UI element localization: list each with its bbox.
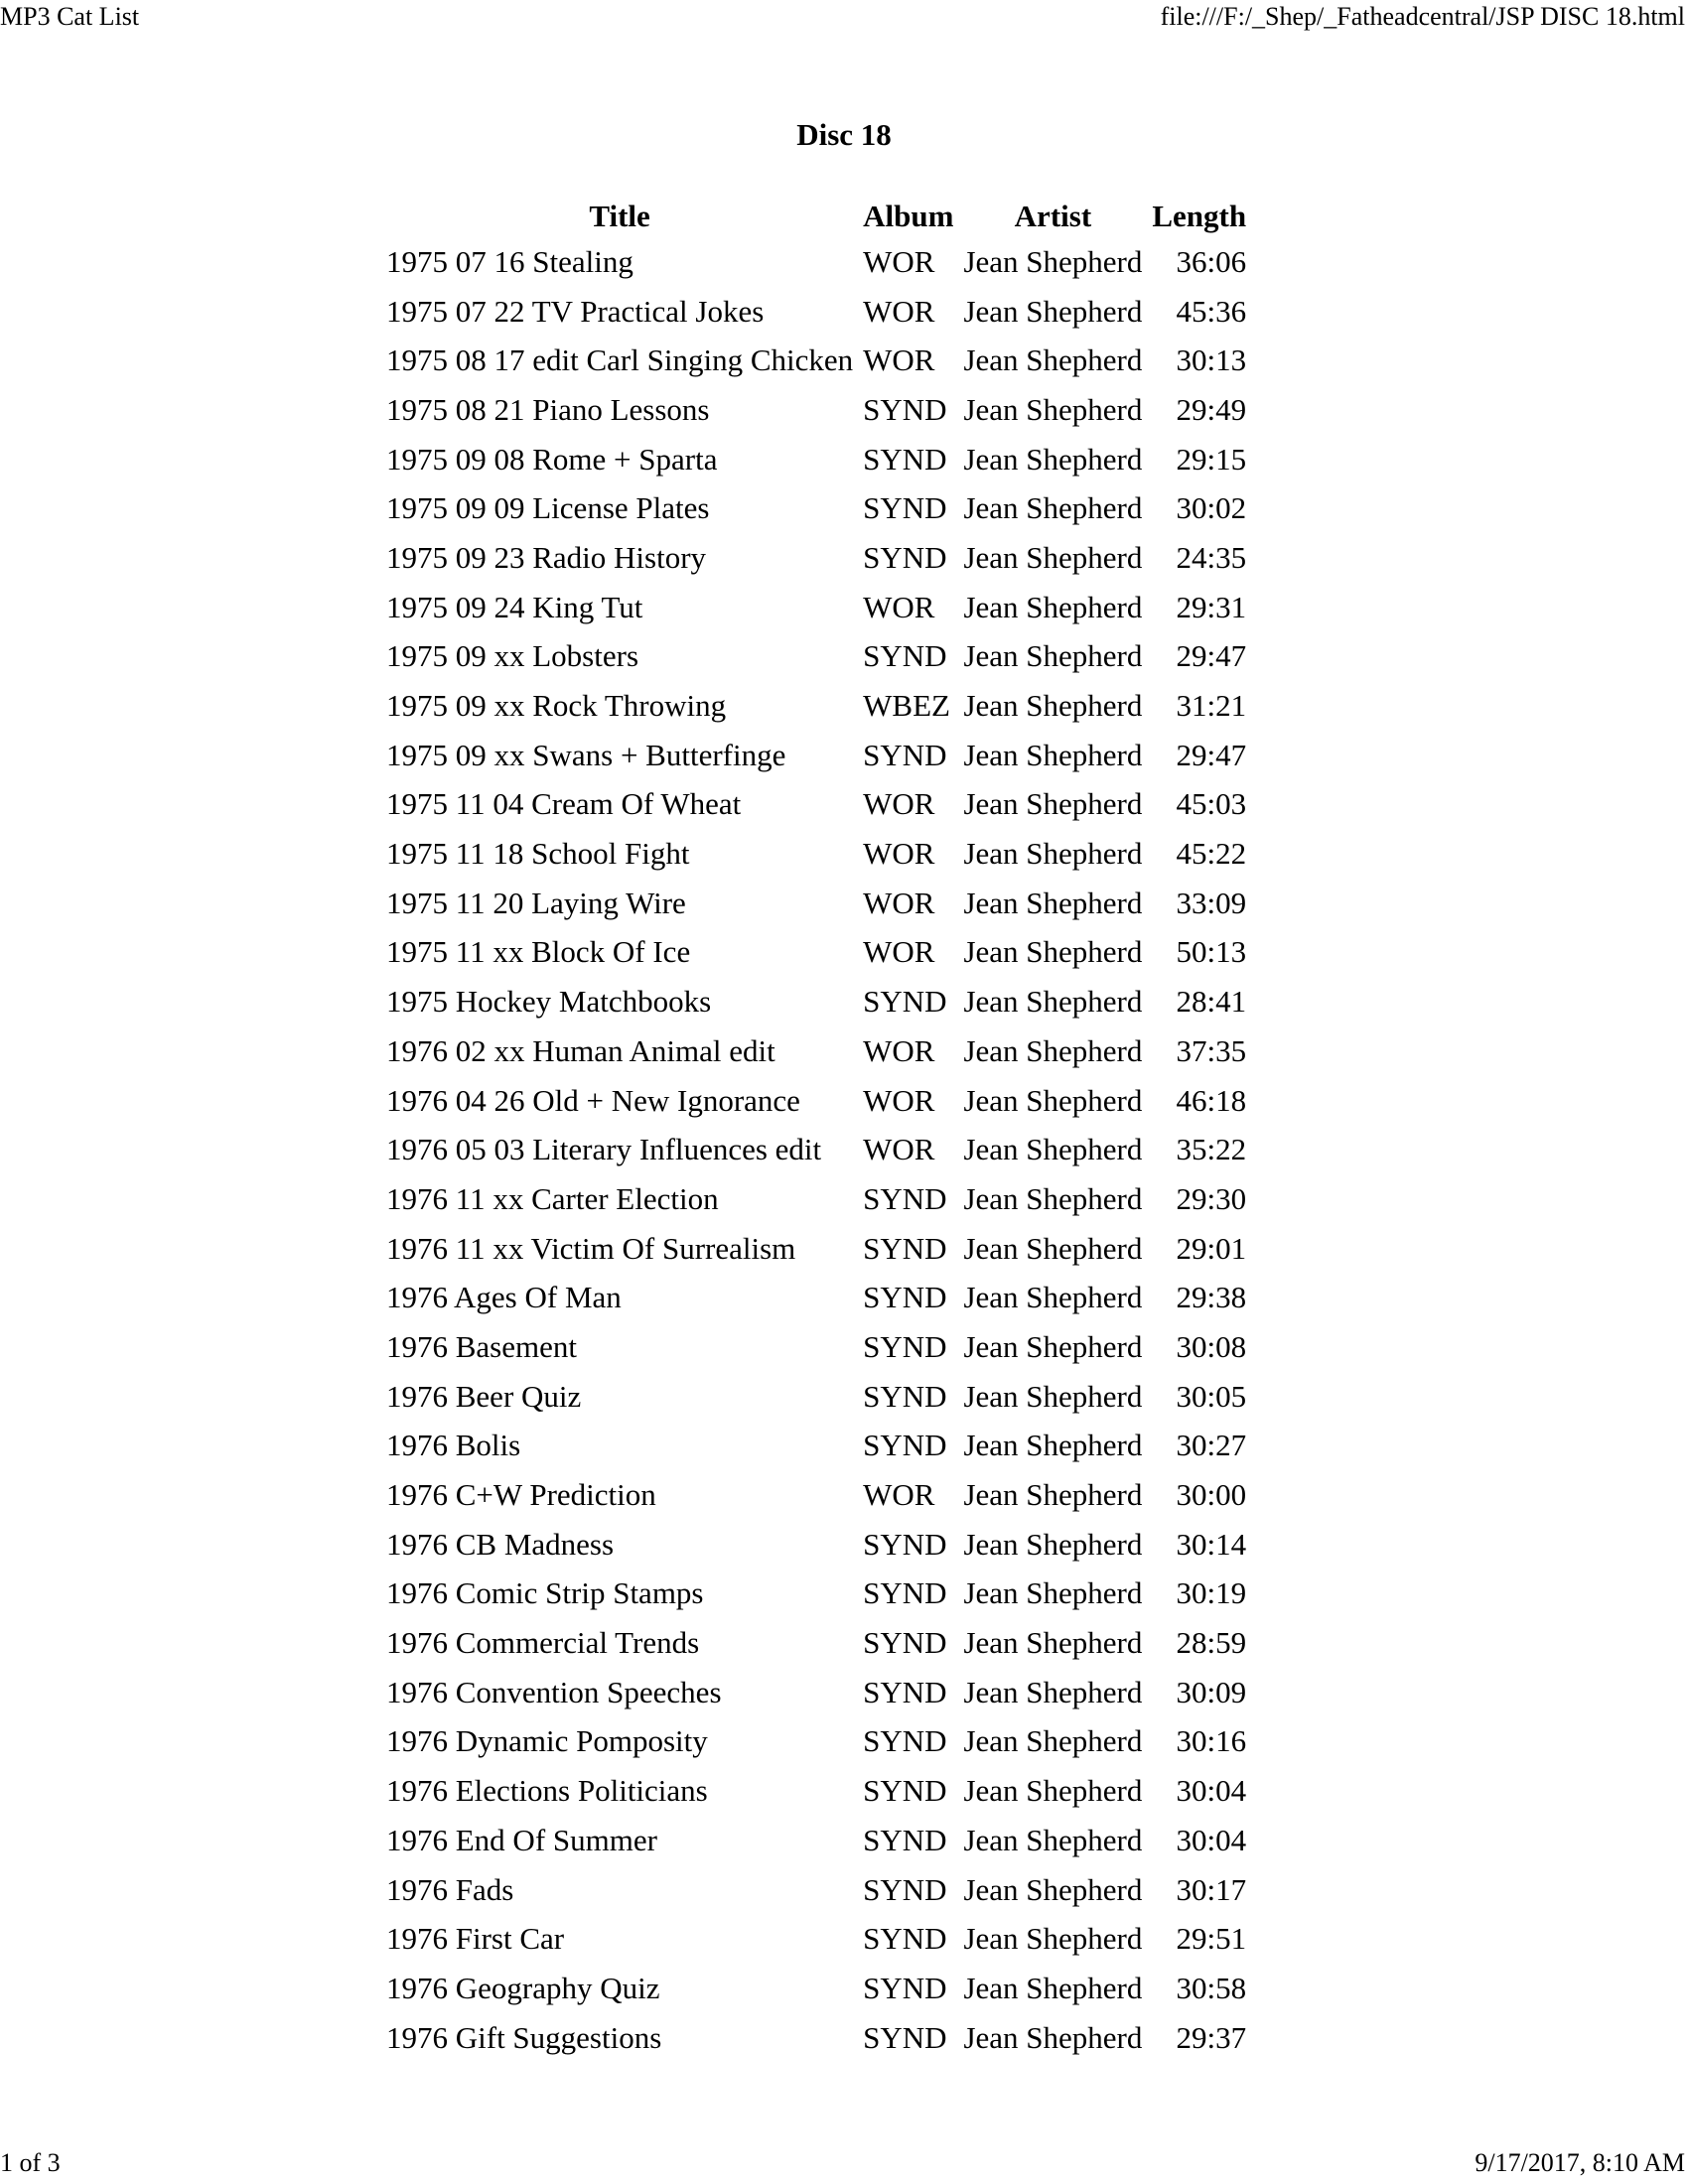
cell-artist: Jean Shepherd xyxy=(963,243,1143,279)
cell-length: 30:58 xyxy=(1176,1970,1247,2005)
table-row xyxy=(381,483,1251,533)
cell-title: 1976 Convention Speeches xyxy=(386,1674,722,1709)
cell-album: SYND xyxy=(863,1822,947,1857)
cell-title: 1975 07 22 TV Practical Jokes xyxy=(386,293,765,329)
table-row xyxy=(381,1668,1251,1717)
cell-artist: Jean Shepherd xyxy=(963,1280,1143,1315)
table-row xyxy=(381,1026,1251,1076)
cell-album: SYND xyxy=(863,984,947,1020)
cell-title: 1975 09 xx Rock Throwing xyxy=(386,688,727,724)
cell-length: 28:41 xyxy=(1176,984,1247,1020)
cell-artist: Jean Shepherd xyxy=(963,1477,1143,1513)
cell-album: WOR xyxy=(863,1032,935,1068)
cell-title: 1976 Ages Of Man xyxy=(386,1280,622,1315)
cell-album: SYND xyxy=(863,1378,947,1414)
cell-album: SYND xyxy=(863,1328,947,1364)
cell-album: WOR xyxy=(863,934,935,970)
table-row xyxy=(381,1372,1251,1422)
cell-length: 29:37 xyxy=(1176,2019,1247,2055)
cell-album: WOR xyxy=(863,589,935,624)
cell-title: 1976 Comic Strip Stamps xyxy=(386,1575,704,1611)
cell-title: 1975 09 xx Swans + Butterfinge xyxy=(386,737,786,772)
cell-title: 1975 09 xx Lobsters xyxy=(386,638,639,674)
cell-artist: Jean Shepherd xyxy=(963,1822,1143,1857)
cell-album: SYND xyxy=(863,1871,947,1907)
cell-artist: Jean Shepherd xyxy=(963,1575,1143,1611)
print-header-url: file:///F:/_Shep/_Fatheadcentral/JSP DISC 18.html xyxy=(1160,2,1685,31)
cell-artist: Jean Shepherd xyxy=(963,441,1143,477)
table-row xyxy=(381,1865,1251,1915)
cell-title: 1975 11 04 Cream Of Wheat xyxy=(386,786,742,822)
track-table-body xyxy=(381,237,1251,2062)
table-row xyxy=(381,385,1251,435)
cell-album: SYND xyxy=(863,1575,947,1611)
cell-title: 1975 08 17 edit Carl Singing Chicken xyxy=(386,342,854,378)
cell-length: 28:59 xyxy=(1176,1625,1247,1661)
cell-album: WOR xyxy=(863,786,935,822)
column-header-artist: Artist xyxy=(1014,198,1092,233)
cell-album: WOR xyxy=(863,1477,935,1513)
cell-title: 1976 Dynamic Pomposity xyxy=(386,1723,708,1759)
table-row xyxy=(381,1125,1251,1174)
table-row xyxy=(381,681,1251,731)
table-row xyxy=(381,435,1251,484)
cell-album: SYND xyxy=(863,1428,947,1463)
table-row xyxy=(381,1618,1251,1668)
cell-artist: Jean Shepherd xyxy=(963,737,1143,772)
cell-length: 29:51 xyxy=(1176,1921,1247,1957)
table-row xyxy=(381,2013,1251,2063)
cell-album: SYND xyxy=(863,1230,947,1266)
cell-artist: Jean Shepherd xyxy=(963,342,1143,378)
cell-album: WOR xyxy=(863,243,935,279)
cell-length: 30:08 xyxy=(1176,1328,1247,1364)
cell-length: 35:22 xyxy=(1176,1132,1247,1167)
cell-title: 1976 End Of Summer xyxy=(386,1822,657,1857)
cell-length: 30:02 xyxy=(1176,490,1247,526)
cell-album: WOR xyxy=(863,885,935,920)
table-row xyxy=(381,583,1251,632)
cell-album: SYND xyxy=(863,1625,947,1661)
table-row xyxy=(381,1224,1251,1274)
cell-length: 37:35 xyxy=(1176,1032,1247,1068)
cell-artist: Jean Shepherd xyxy=(963,1625,1143,1661)
column-header-album: Album xyxy=(863,198,954,233)
table-row xyxy=(381,1914,1251,1964)
table-row xyxy=(381,287,1251,337)
table-row xyxy=(381,879,1251,928)
cell-title: 1976 C+W Prediction xyxy=(386,1477,656,1513)
cell-album: WBEZ xyxy=(863,688,950,724)
cell-artist: Jean Shepherd xyxy=(963,836,1143,872)
cell-artist: Jean Shepherd xyxy=(963,1230,1143,1266)
table-row xyxy=(381,731,1251,780)
cell-album: SYND xyxy=(863,441,947,477)
cell-length: 45:22 xyxy=(1176,836,1247,872)
cell-title: 1976 Fads xyxy=(386,1871,514,1907)
cell-album: SYND xyxy=(863,1180,947,1216)
cell-album: SYND xyxy=(863,1921,947,1957)
cell-title: 1976 Basement xyxy=(386,1328,577,1364)
cell-artist: Jean Shepherd xyxy=(963,1132,1143,1167)
table-row xyxy=(381,780,1251,830)
table-row xyxy=(381,1964,1251,2013)
cell-album: WOR xyxy=(863,342,935,378)
cell-length: 29:49 xyxy=(1176,391,1247,427)
cell-length: 50:13 xyxy=(1176,934,1247,970)
cell-album: SYND xyxy=(863,1674,947,1709)
cell-length: 29:15 xyxy=(1176,441,1247,477)
cell-length: 45:03 xyxy=(1176,786,1247,822)
cell-title: 1976 Geography Quiz xyxy=(386,1970,660,2005)
cell-title: 1975 11 18 School Fight xyxy=(386,836,690,872)
table-row xyxy=(381,1520,1251,1570)
header-row xyxy=(381,195,1251,237)
cell-album: WOR xyxy=(863,1132,935,1167)
cell-length: 30:05 xyxy=(1176,1378,1247,1414)
cell-title: 1975 08 21 Piano Lessons xyxy=(386,391,710,427)
cell-artist: Jean Shepherd xyxy=(963,1428,1143,1463)
cell-length: 29:30 xyxy=(1176,1180,1247,1216)
cell-title: 1976 11 xx Victim Of Surrealism xyxy=(386,1230,796,1266)
cell-title: 1976 Bolis xyxy=(386,1428,521,1463)
cell-album: WOR xyxy=(863,1082,935,1118)
cell-album: SYND xyxy=(863,737,947,772)
cell-length: 30:13 xyxy=(1176,342,1247,378)
cell-title: 1975 11 xx Block Of Ice xyxy=(386,934,691,970)
cell-artist: Jean Shepherd xyxy=(963,1526,1143,1562)
cell-album: SYND xyxy=(863,391,947,427)
cell-title: 1975 07 16 Stealing xyxy=(386,243,633,279)
table-row xyxy=(381,1570,1251,1619)
cell-album: SYND xyxy=(863,539,947,575)
cell-artist: Jean Shepherd xyxy=(963,2019,1143,2055)
cell-length: 29:38 xyxy=(1176,1280,1247,1315)
track-table xyxy=(381,195,1251,2062)
cell-artist: Jean Shepherd xyxy=(963,1032,1143,1068)
cell-artist: Jean Shepherd xyxy=(963,1723,1143,1759)
cell-album: SYND xyxy=(863,1526,947,1562)
cell-length: 30:14 xyxy=(1176,1526,1247,1562)
cell-artist: Jean Shepherd xyxy=(963,638,1143,674)
table-row xyxy=(381,829,1251,879)
cell-artist: Jean Shepherd xyxy=(963,1921,1143,1957)
cell-album: SYND xyxy=(863,2019,947,2055)
cell-album: SYND xyxy=(863,1280,947,1315)
table-row xyxy=(381,977,1251,1026)
cell-length: 29:31 xyxy=(1176,589,1247,624)
cell-title: 1975 09 24 King Tut xyxy=(386,589,643,624)
print-header-title: MP3 Cat List xyxy=(0,2,140,31)
cell-length: 30:27 xyxy=(1176,1428,1247,1463)
cell-title: 1976 Commercial Trends xyxy=(386,1625,700,1661)
table-row xyxy=(381,1322,1251,1372)
cell-title: 1975 09 23 Radio History xyxy=(386,539,707,575)
table-row xyxy=(381,1273,1251,1322)
table-row xyxy=(381,1766,1251,1816)
cell-title: 1975 09 08 Rome + Sparta xyxy=(386,441,718,477)
print-footer-datetime: 9/17/2017, 8:10 AM xyxy=(1475,2148,1685,2177)
cell-length: 30:19 xyxy=(1176,1575,1247,1611)
cell-length: 31:21 xyxy=(1176,688,1247,724)
cell-album: SYND xyxy=(863,1723,947,1759)
cell-title: 1975 09 09 License Plates xyxy=(386,490,710,526)
cell-title: 1976 CB Madness xyxy=(386,1526,615,1562)
table-row xyxy=(381,1076,1251,1126)
cell-artist: Jean Shepherd xyxy=(963,1180,1143,1216)
cell-title: 1976 05 03 Literary Influences edit xyxy=(386,1132,822,1167)
cell-artist: Jean Shepherd xyxy=(963,589,1143,624)
cell-artist: Jean Shepherd xyxy=(963,688,1143,724)
cell-artist: Jean Shepherd xyxy=(963,885,1143,920)
cell-title: 1976 11 xx Carter Election xyxy=(386,1180,719,1216)
table-row xyxy=(381,1174,1251,1224)
cell-length: 30:17 xyxy=(1176,1871,1247,1907)
cell-length: 46:18 xyxy=(1176,1082,1247,1118)
cell-length: 30:09 xyxy=(1176,1674,1247,1709)
cell-album: SYND xyxy=(863,638,947,674)
cell-artist: Jean Shepherd xyxy=(963,786,1143,822)
cell-artist: Jean Shepherd xyxy=(963,1378,1143,1414)
cell-artist: Jean Shepherd xyxy=(963,490,1143,526)
cell-title: 1976 04 26 Old + New Ignorance xyxy=(386,1082,800,1118)
cell-artist: Jean Shepherd xyxy=(963,1871,1143,1907)
cell-album: SYND xyxy=(863,1970,947,2005)
column-header-title: Title xyxy=(589,198,650,233)
page-title: Disc 18 xyxy=(796,117,892,152)
table-row xyxy=(381,336,1251,385)
cell-artist: Jean Shepherd xyxy=(963,1082,1143,1118)
cell-artist: Jean Shepherd xyxy=(963,934,1143,970)
cell-length: 30:04 xyxy=(1176,1773,1247,1809)
cell-artist: Jean Shepherd xyxy=(963,391,1143,427)
table-row xyxy=(381,1816,1251,1865)
cell-length: 29:01 xyxy=(1176,1230,1247,1266)
table-row xyxy=(381,632,1251,682)
cell-title: 1976 Gift Suggestions xyxy=(386,2019,662,2055)
cell-title: 1976 First Car xyxy=(386,1921,565,1957)
cell-title: 1976 Elections Politicians xyxy=(386,1773,708,1809)
cell-title: 1976 Beer Quiz xyxy=(386,1378,582,1414)
cell-length: 30:00 xyxy=(1176,1477,1247,1513)
cell-album: WOR xyxy=(863,836,935,872)
table-row xyxy=(381,1470,1251,1520)
cell-length: 29:47 xyxy=(1176,638,1247,674)
cell-length: 29:47 xyxy=(1176,737,1247,772)
cell-artist: Jean Shepherd xyxy=(963,1970,1143,2005)
cell-title: 1975 Hockey Matchbooks xyxy=(386,984,712,1020)
cell-artist: Jean Shepherd xyxy=(963,1773,1143,1809)
cell-title: 1975 11 20 Laying Wire xyxy=(386,885,686,920)
cell-album: WOR xyxy=(863,293,935,329)
table-row xyxy=(381,1717,1251,1767)
cell-length: 36:06 xyxy=(1176,243,1247,279)
cell-artist: Jean Shepherd xyxy=(963,1328,1143,1364)
table-row xyxy=(381,928,1251,978)
cell-length: 33:09 xyxy=(1176,885,1247,920)
cell-album: SYND xyxy=(863,490,947,526)
cell-title: 1976 02 xx Human Animal edit xyxy=(386,1032,775,1068)
table-row xyxy=(381,1422,1251,1471)
cell-artist: Jean Shepherd xyxy=(963,984,1143,1020)
cell-length: 45:36 xyxy=(1176,293,1247,329)
table-row xyxy=(381,237,1251,287)
table-row xyxy=(381,533,1251,583)
cell-length: 30:04 xyxy=(1176,1822,1247,1857)
cell-artist: Jean Shepherd xyxy=(963,293,1143,329)
cell-artist: Jean Shepherd xyxy=(963,539,1143,575)
cell-length: 24:35 xyxy=(1176,539,1247,575)
cell-album: SYND xyxy=(863,1773,947,1809)
column-header-length: Length xyxy=(1152,198,1247,233)
cell-length: 30:16 xyxy=(1176,1723,1247,1759)
track-table-header xyxy=(381,195,1251,237)
print-footer-page-number: 1 of 3 xyxy=(0,2148,61,2177)
cell-artist: Jean Shepherd xyxy=(963,1674,1143,1709)
